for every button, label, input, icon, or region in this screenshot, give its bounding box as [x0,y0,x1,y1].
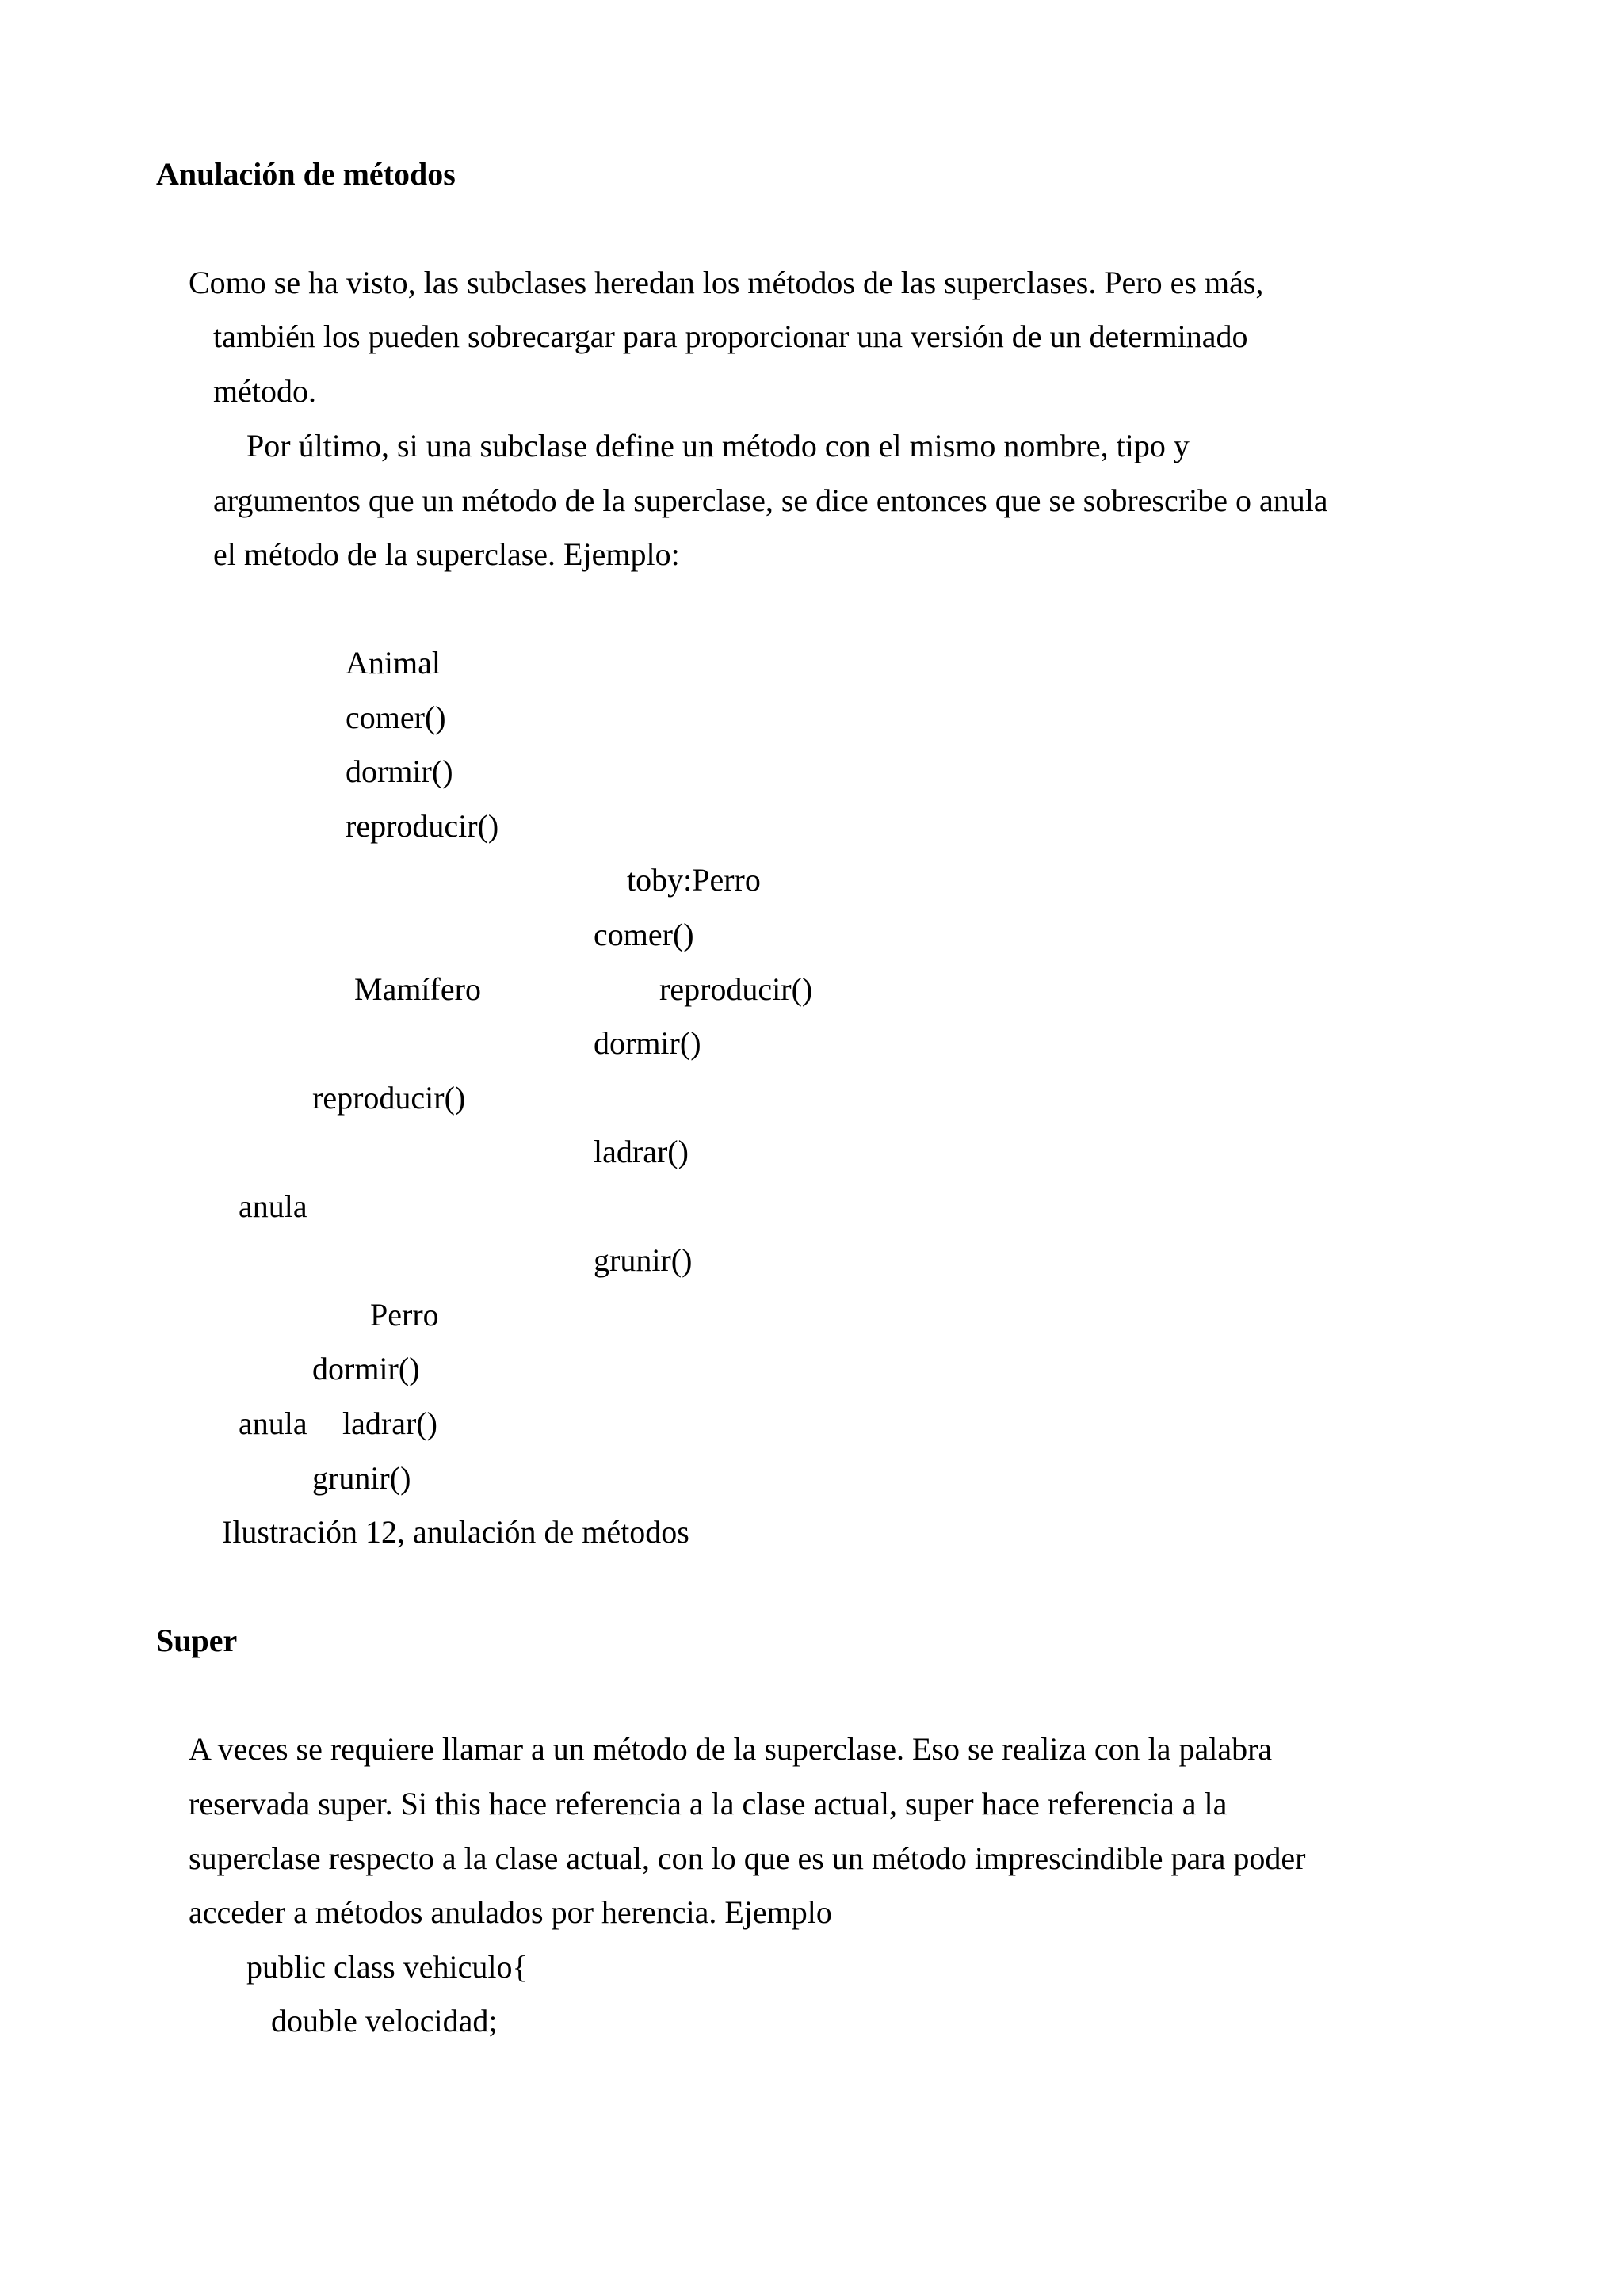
paragraph-line: método. [213,373,316,409]
paragraph-line: A veces se requiere llamar a un método de la superclase. Eso se realiza con la palabra [189,1731,1273,1767]
code-line: public class vehiculo{ [246,1949,528,1985]
class-name-mamifero: Mamífero [354,971,481,1007]
paragraph-line: el método de la superclase. Ejemplo: [213,536,680,572]
paragraph-line: argumentos que un método de la superclase, se dice entonces que se sobrescribe o anula [213,482,1328,518]
method-label: ladrar() [594,1134,689,1169]
method-label: reproducir() [659,971,813,1007]
method-label: grunir() [594,1242,693,1278]
paragraph-line: Por último, si una subclase define un método con el mismo nombre, tipo y [246,428,1190,463]
paragraph-line: Como se ha visto, las subclases heredan los métodos de las superclases. Pero es más, [189,265,1264,300]
paragraph-line: superclase respecto a la clase actual, con lo que es un método imprescindible para poder [189,1840,1306,1876]
section-heading-anulacion: Anulación de métodos [156,156,456,192]
anula-label: anula [239,1188,307,1224]
method-label: comer() [594,917,694,952]
method-label: dormir() [346,753,453,789]
paragraph-line: también los pueden sobrecargar para proporcionar una versión de un determinado [213,318,1248,354]
paragraph-line: reservada super. Si this hace referencia a la clase actual, super hace referencia a la [189,1786,1228,1821]
paragraph-line: acceder a métodos anulados por herencia. Ejemplo [189,1894,832,1930]
figure-caption: Ilustración 12, anulación de métodos [222,1514,689,1550]
instance-name-toby: toby:Perro [627,862,761,898]
method-label: dormir() [594,1025,701,1061]
method-label: reproducir() [312,1080,466,1116]
anula-label: anula [239,1405,307,1441]
code-line: double velocidad; [271,2003,498,2039]
method-label: comer() [346,700,446,735]
method-label: dormir() [312,1351,420,1386]
class-name-animal: Animal [346,645,441,681]
class-name-perro: Perro [370,1297,439,1333]
method-label: reproducir() [346,808,499,844]
method-label: ladrar() [342,1405,437,1441]
method-label: grunir() [312,1460,411,1496]
section-heading-super: Super [156,1623,238,1658]
